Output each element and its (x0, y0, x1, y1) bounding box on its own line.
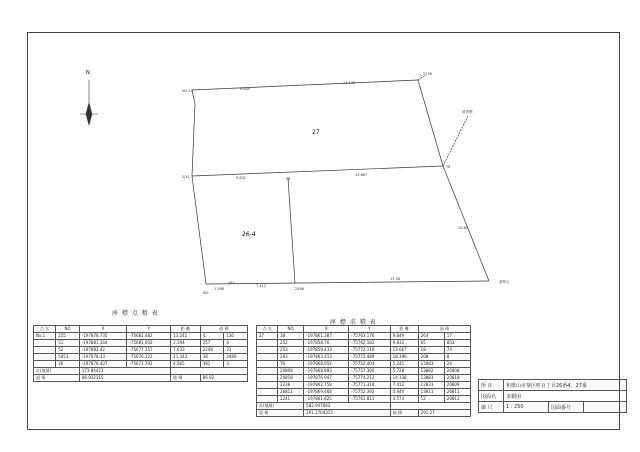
table-sum-row: 計(地積) 173.84423 (34, 368, 248, 375)
parcel-26-4-label: 26-4 (242, 231, 256, 238)
col-header: 面 積 (418, 326, 470, 333)
table-cell: -197869.468 (304, 389, 349, 396)
table-cell: 2.394 (171, 340, 201, 347)
table-cell: -197882.42 (79, 347, 127, 354)
table-cell: 20808 (444, 368, 470, 375)
table-cell: -75763.176 (349, 333, 390, 340)
table-cell (34, 361, 56, 368)
col-header: 距 離 (171, 326, 201, 333)
table-cell: -75671.791 (127, 361, 171, 368)
table-cell: No.1 (34, 333, 56, 340)
table-cell: -75772.489 (349, 354, 390, 361)
table-cell: -75752.392 (349, 389, 390, 396)
table-cell: 51 (56, 340, 80, 347)
table-cell: 11.343 (171, 354, 201, 361)
table-cell: 264 (418, 333, 444, 340)
table-row (257, 368, 471, 375)
table-cell: 14.138 (390, 375, 418, 382)
table-cell: -197878.437 (79, 361, 127, 368)
edge-length-3: 9.832 (236, 176, 247, 180)
scale-label: 縮 尺 (479, 402, 504, 413)
table-cell: 20813 (444, 396, 470, 403)
table-row (257, 382, 471, 389)
edge-length-2: 14.138 (343, 81, 356, 85)
table-cell: 20818 (444, 375, 470, 382)
table-cell: -197876.947 (304, 375, 349, 382)
table-cell: 20808 (278, 368, 304, 375)
col-header: 距 離 (390, 326, 418, 333)
table-row (257, 347, 471, 354)
table-cell: 5.728 (390, 368, 418, 375)
marker-top-left: NO.12 (182, 89, 193, 93)
edge-length-4: 13.667 (355, 173, 368, 177)
table-cell: -197861.387 (304, 333, 349, 340)
marker-bottom-mid: 2598 (295, 287, 304, 291)
table-cell (257, 340, 278, 347)
col-header: 面 積 (200, 326, 247, 333)
table-cell: -75681.482 (127, 333, 171, 340)
table-cell: 26811 (444, 389, 470, 396)
table-cell: 2489 (224, 354, 248, 361)
table-cell: 130 (224, 333, 248, 340)
left-table-title: 座 標 点 精 表 (112, 310, 159, 317)
table-cell: -197878.43 (79, 354, 127, 361)
table-cell (34, 347, 56, 354)
table-cell: 381 (200, 361, 224, 368)
table-row (257, 340, 471, 347)
table-row (257, 361, 471, 368)
table-row (257, 375, 471, 382)
col-header: X (304, 326, 349, 333)
table-area-row: 面 積 86.922115 地 積 86.92 (34, 375, 248, 382)
table-cell: -75771.318 (349, 382, 390, 389)
table-cell (257, 347, 278, 354)
table-cell: 253 (278, 347, 304, 354)
table-cell: 20818 (278, 375, 304, 382)
marker-bottom-a: 262 (228, 281, 235, 285)
table-cell: 7.633 (171, 347, 201, 354)
table-cell: 4. (200, 333, 224, 340)
col-header: 点 名 (257, 326, 278, 333)
table-cell: 12833 (418, 382, 444, 389)
table-cell: 18 (418, 347, 444, 354)
col-header: NO (56, 326, 80, 333)
table-cell: -197881.344 (79, 340, 127, 347)
table-cell: 208 (418, 354, 444, 361)
location-label: 所 在 (479, 380, 504, 391)
table-cell: 9.832 (390, 340, 418, 347)
table-row (257, 396, 471, 403)
table-cell: 24 (444, 361, 470, 368)
table-cell: 2238 (278, 382, 304, 389)
table-cell: 52 (56, 347, 80, 354)
col-header: Y (349, 326, 390, 333)
table-cell: 2241 (278, 396, 304, 403)
edge-length-1: 9.809 (240, 87, 251, 91)
table-header-row (34, 326, 248, 333)
table-cell: -75762.182 (349, 340, 390, 347)
number-value (584, 402, 627, 413)
table-cell: 7.412 (390, 382, 418, 389)
table-cell: -75761.811 (349, 396, 390, 403)
table-cell (257, 389, 278, 396)
table-row (34, 340, 248, 347)
table-cell: 13811 (418, 389, 444, 396)
location-value: 和歌山市葵区町百丁目26番4、27番 (504, 380, 627, 391)
table-cell (257, 361, 278, 368)
edge-length-6: 7.412 (256, 284, 267, 288)
table-cell: 4.565 (171, 361, 201, 368)
table-cell: 4.444 (390, 389, 418, 396)
edge-length-5: 1.598 (214, 287, 225, 291)
marker-mid-node: 55 (286, 177, 291, 181)
edge-length-7: 13.38 (390, 277, 401, 281)
right-table-title: 座 標 求 積 表 (330, 319, 377, 326)
table-row (34, 361, 248, 368)
table-cell: -75752.404 (349, 361, 390, 368)
table-cell: 13.242 (171, 333, 201, 340)
table-row (257, 389, 471, 396)
table-cell: 13882 (418, 368, 444, 375)
table-row (257, 354, 471, 361)
drawing-label: 図面名 (479, 391, 504, 402)
table-cell: 853 (444, 340, 470, 347)
col-header: 点 名 (34, 326, 56, 333)
table-cell: -197863.413 (304, 354, 349, 361)
table-cell: 38 (200, 354, 224, 361)
table-cell: 20809 (444, 382, 470, 389)
table-cell: -75676.122 (127, 354, 171, 361)
marker-right-mid: T6 (446, 165, 451, 169)
table-cell: -197858.76 (304, 340, 349, 347)
parcel-27-label: 27 (312, 129, 320, 136)
marker-bottom-left: NO (203, 291, 209, 295)
table-cell: 4 (224, 340, 248, 347)
table-row (257, 333, 471, 340)
table-cell: 13.667 (390, 347, 418, 354)
table-cell (257, 375, 278, 382)
table-cell: T6 (278, 361, 304, 368)
table-cell: 4.574 (390, 396, 418, 403)
marker-survey-2: 基準点 (499, 280, 510, 284)
col-header: Y (127, 326, 171, 333)
table-cell: 257 (200, 340, 224, 347)
table-cell (34, 354, 56, 361)
north-label: N (86, 70, 90, 76)
drawing-value: 求積図 (504, 391, 627, 402)
table-cell: 38 (278, 333, 304, 340)
table-cell: 13083 (418, 361, 444, 368)
table-cell (257, 396, 278, 403)
table-row (34, 347, 248, 354)
table-cell: -197859.433 (304, 347, 349, 354)
table-area-row: 面 積 291.2704315 地 積 291.27 (257, 410, 471, 417)
scale-value: 1 : 250 (504, 402, 549, 413)
title-block (478, 379, 627, 413)
right-coordinate-table (256, 325, 471, 417)
table-cell: -197861.825 (304, 396, 349, 403)
table-cell: 13883 (418, 375, 444, 382)
table-cell: 8 (444, 354, 470, 361)
table-cell: -197868.893 (304, 368, 349, 375)
table-cell: 26 (56, 361, 80, 368)
marker-survey-1: 境界標 (462, 110, 473, 114)
table-header-row (257, 326, 471, 333)
table-cell: 23 (224, 347, 248, 354)
table-cell: 9.849 (390, 333, 418, 340)
table-cell: 2248 (200, 347, 224, 354)
table-cell: 65 (418, 340, 444, 347)
table-cell: 3 (224, 361, 248, 368)
col-header: X (79, 326, 127, 333)
table-cell: 27 (257, 333, 278, 340)
table-cell: -197878.735 (79, 333, 127, 340)
table-cell: -197868.954 (304, 361, 349, 368)
left-coordinate-table (33, 325, 248, 382)
table-cell: 5.241 (390, 361, 418, 368)
north-arrow-icon (80, 80, 98, 125)
table-cell: 17 (444, 333, 470, 340)
table-row (34, 333, 248, 340)
table-cell: 18.396 (390, 354, 418, 361)
table-cell: 252 (278, 340, 304, 347)
table-cell: 74 (444, 347, 470, 354)
table-cell: 26811 (278, 389, 304, 396)
col-header: NO (278, 326, 304, 333)
table-cell: -75677.357 (127, 347, 171, 354)
number-label: 図面番号 (549, 402, 584, 413)
table-cell: 52 (418, 396, 444, 403)
table-cell: -197862.758 (304, 382, 349, 389)
edge-length-8: 10.81 (458, 226, 469, 230)
table-cell: -75757.300 (349, 368, 390, 375)
table-cell: 255 (56, 333, 80, 340)
marker-left-mid: 2/11 (182, 175, 190, 179)
table-cell: 5051 (56, 354, 80, 361)
marker-top-right: 2238 (423, 72, 432, 76)
table-cell (34, 340, 56, 347)
table-cell (257, 368, 278, 375)
table-cell: -75774.212 (349, 375, 390, 382)
table-cell (257, 354, 278, 361)
table-cell: -75772.118 (349, 347, 390, 354)
table-cell (257, 382, 278, 389)
table-cell: -75681.002 (127, 340, 171, 347)
table-cell: 293 (278, 354, 304, 361)
table-sum-row: 計(地積) 582.947063 (257, 403, 471, 410)
table-row (34, 354, 248, 361)
